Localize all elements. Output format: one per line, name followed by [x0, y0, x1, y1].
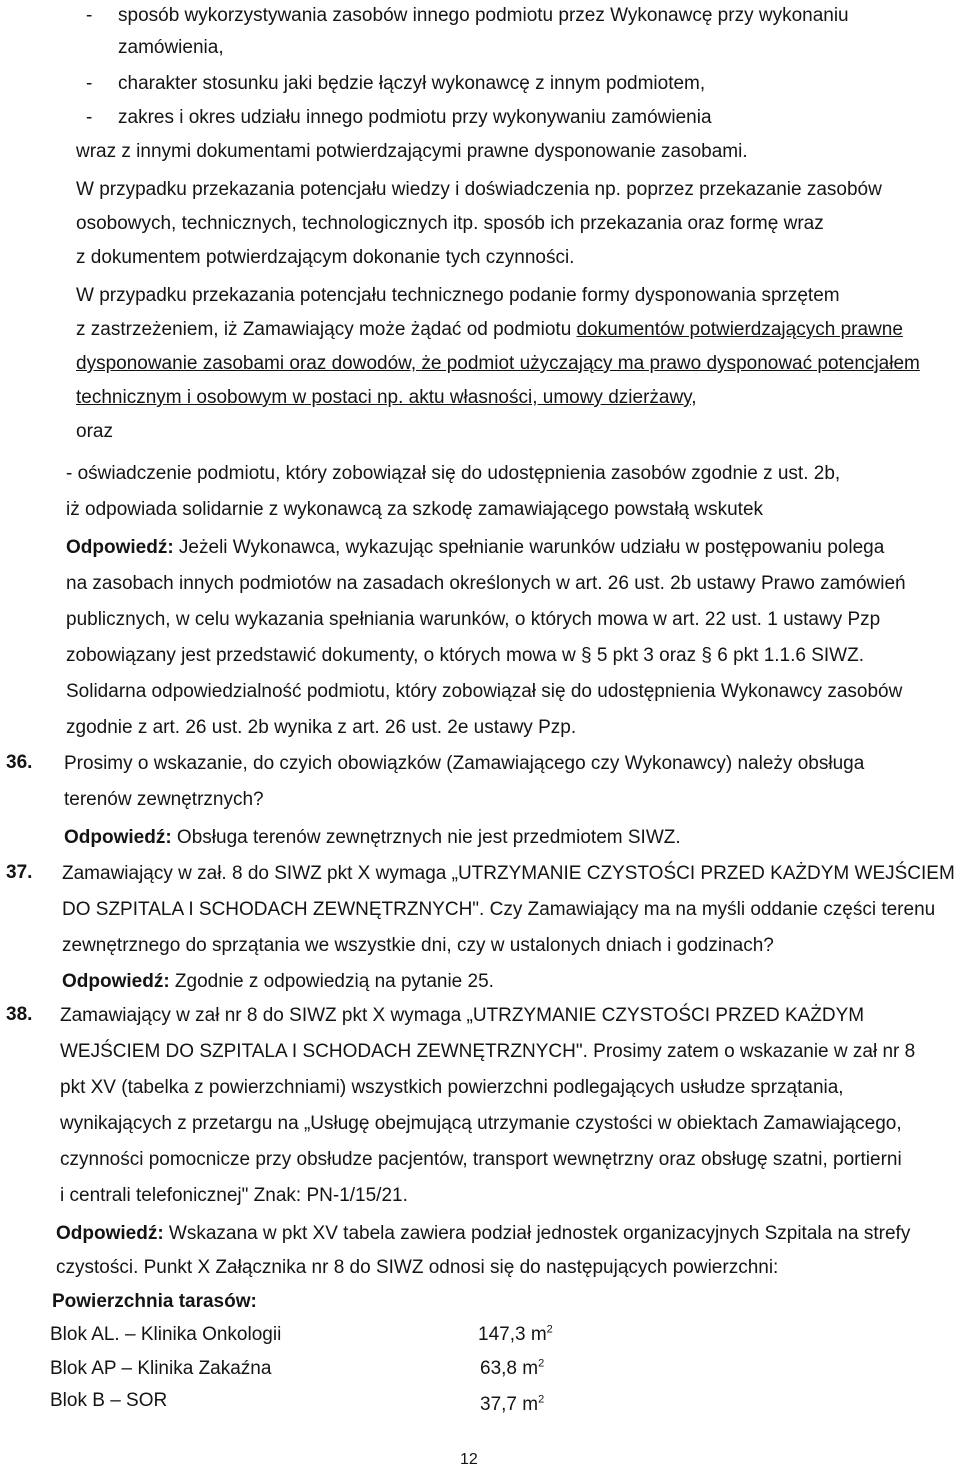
- question-number: 38.: [6, 1004, 33, 1025]
- answer-line: [56, 1222, 910, 1246]
- area-unit-sup: 2: [546, 1323, 553, 1336]
- area-value-text: 37,7 m: [480, 1394, 539, 1415]
- answer-line: zobowiązany jest przedstawić dokumenty, o których mowa w § 5 pkt 3 oraz § 6 pkt 1.1.6 SIWZ.: [66, 645, 864, 666]
- question-line: WEJŚCIEM DO SZPITALA I SCHODACH ZEWNĘTRZNYCH". Prosimy zatem o wskazanie w zał nr 8: [60, 1041, 916, 1062]
- area-name: Blok B – SOR: [50, 1390, 168, 1411]
- question-line: Prosimy o wskazanie, do czyich obowiązków (Zamawiającego czy Wykonawcy) należy obsługa: [64, 753, 865, 774]
- answer-line: czystości. Punkt X Załącznika nr 8 do SIWZ odnosi się do następujących powierzchni:: [56, 1257, 779, 1278]
- paragraph-line: oraz: [76, 421, 113, 442]
- question-line: Zamawiający w zał. 8 do SIWZ pkt X wymaga „UTRZYMANIE CZYSTOŚCI PRZED KAŻDYM WEJŚCIEM: [62, 863, 955, 884]
- answer-line: zgodnie z art. 26 ust. 2b wynika z art. 26 ust. 2e ustawy Pzp.: [66, 717, 577, 738]
- underlined-line: dysponowanie zasobami oraz dowodów, że podmiot użyczający ma prawo dysponować potencjałem: [76, 353, 920, 374]
- area-value: [478, 1324, 553, 1346]
- question-line: wynikających z przetargu na „Usługę obejmującą utrzymanie czystości w obiektach Zamawiającego,: [60, 1113, 902, 1134]
- underlined-text: dokumentów potwierdzających prawne: [576, 319, 903, 340]
- paragraph-line: [76, 318, 903, 342]
- paragraph-line: z dokumentem potwierdzającym dokonanie tych czynności.: [76, 247, 575, 268]
- page-number: 12: [460, 1451, 478, 1468]
- answer-line: [62, 970, 494, 994]
- paragraph-line: W przypadku przekazania potencjału technicznego podanie formy dysponowania sprzętem: [76, 285, 840, 306]
- bullet-text: zakres i okres udziału innego podmiotu przy wykonywaniu zamówienia: [118, 107, 712, 128]
- answer-line: publicznych, w celu wykazania spełniania warunków, o których mowa w art. 22 ust. 1 ustawy Pzp: [66, 609, 881, 630]
- answer-label: Odpowiedź:: [56, 1223, 164, 1244]
- paragraph-line: iż odpowiada solidarnie z wykonawcą za szkodę zamawiającego powstałą wskutek: [66, 499, 764, 520]
- answer-label: Odpowiedź:: [66, 537, 174, 558]
- question-line: i centrali telefonicznej" Znak: PN-1/15/21.: [60, 1185, 408, 1206]
- bullet-text-cont: zamówienia,: [118, 37, 224, 58]
- answer-text: Zgodnie z odpowiedzią na pytanie 25.: [169, 971, 494, 992]
- bullet-text: sposób wykorzystywania zasobów innego podmiotu przez Wykonawcę przy wykonaniu: [118, 5, 849, 26]
- area-unit-sup: 2: [538, 1393, 545, 1406]
- question-line: DO SZPITALA I SCHODACH ZEWNĘTRZNYCH". Czy Zamawiający ma na myśli oddanie części terenu: [62, 899, 936, 920]
- plain-text: z zastrzeżeniem, iż Zamawiający może żądać od podmiotu: [76, 319, 577, 340]
- answer-label: Odpowiedź:: [62, 971, 170, 992]
- answer-line: [66, 536, 884, 560]
- area-value-text: 63,8 m: [480, 1358, 539, 1379]
- bullet-dash: -: [86, 107, 93, 128]
- area-value: [480, 1358, 544, 1380]
- area-unit-sup: 2: [538, 1357, 545, 1370]
- question-line: zewnętrznego do sprzątania we wszystkie dni, czy w ustalonych dniach i godzinach?: [62, 935, 774, 956]
- answer-line: Solidarna odpowiedzialność podmiotu, który zobowiązał się do udostępnienia Wykonawcy zasobów: [66, 681, 903, 702]
- question-line: pkt XV (tabelka z powierzchniami) wszystkich powierzchni podlegających usłudze sprzątania,: [60, 1077, 844, 1098]
- area-name: Blok AP – Klinika Zakaźna: [50, 1358, 272, 1379]
- area-value-text: 147,3 m: [478, 1324, 547, 1345]
- underlined-line: technicznym i osobowym w postaci np. aktu własności, umowy dzierżawy,: [76, 387, 697, 408]
- paragraph-line: wraz z innymi dokumentami potwierdzającymi prawne dysponowanie zasobami.: [76, 141, 748, 162]
- question-number: 37.: [6, 862, 33, 883]
- answer-text: Jeżeli Wykonawca, wykazując spełnianie warunków udziału w postępowaniu polega: [173, 537, 885, 558]
- answer-line: na zasobach innych podmiotów na zasadach określonych w art. 26 ust. 2b ustawy Prawo zamówień: [66, 573, 906, 594]
- answer-line: [64, 826, 681, 850]
- paragraph-line: - oświadczenie podmiotu, który zobowiązał się do udostępnienia zasobów zgodnie z ust. 2b,: [66, 463, 841, 484]
- answer-text: Wskazana w pkt XV tabela zawiera podział jednostek organizacyjnych Szpitala na strefy: [163, 1223, 911, 1244]
- bullet-dash: -: [86, 73, 93, 94]
- question-line: terenów zewnętrznych?: [64, 789, 264, 810]
- areas-heading: Powierzchnia tarasów:: [52, 1291, 257, 1312]
- area-name: Blok AL. – Klinika Onkologii: [50, 1324, 282, 1345]
- bullet-dash: -: [86, 5, 93, 26]
- answer-text: Obsługa terenów zewnętrznych nie jest przedmiotem SIWZ.: [171, 827, 681, 848]
- question-line: czynności pomocnicze przy obsłudze pacjentów, transport wewnętrzny oraz obsługę szatni, portierni: [60, 1149, 902, 1170]
- paragraph-line: osobowych, technicznych, technologicznych itp. sposób ich przekazania oraz formę wraz: [76, 213, 824, 234]
- paragraph-line: W przypadku przekazania potencjału wiedzy i doświadczenia np. poprzez przekazanie zasobów: [76, 179, 882, 200]
- question-number: 36.: [6, 752, 33, 773]
- area-value: [480, 1394, 544, 1416]
- bullet-text: charakter stosunku jaki będzie łączył wykonawcę z innym podmiotem,: [118, 73, 706, 94]
- question-line: Zamawiający w zał nr 8 do SIWZ pkt X wymaga „UTRZYMANIE CZYSTOŚCI PRZED KAŻDYM: [60, 1005, 865, 1026]
- answer-label: Odpowiedź:: [64, 827, 172, 848]
